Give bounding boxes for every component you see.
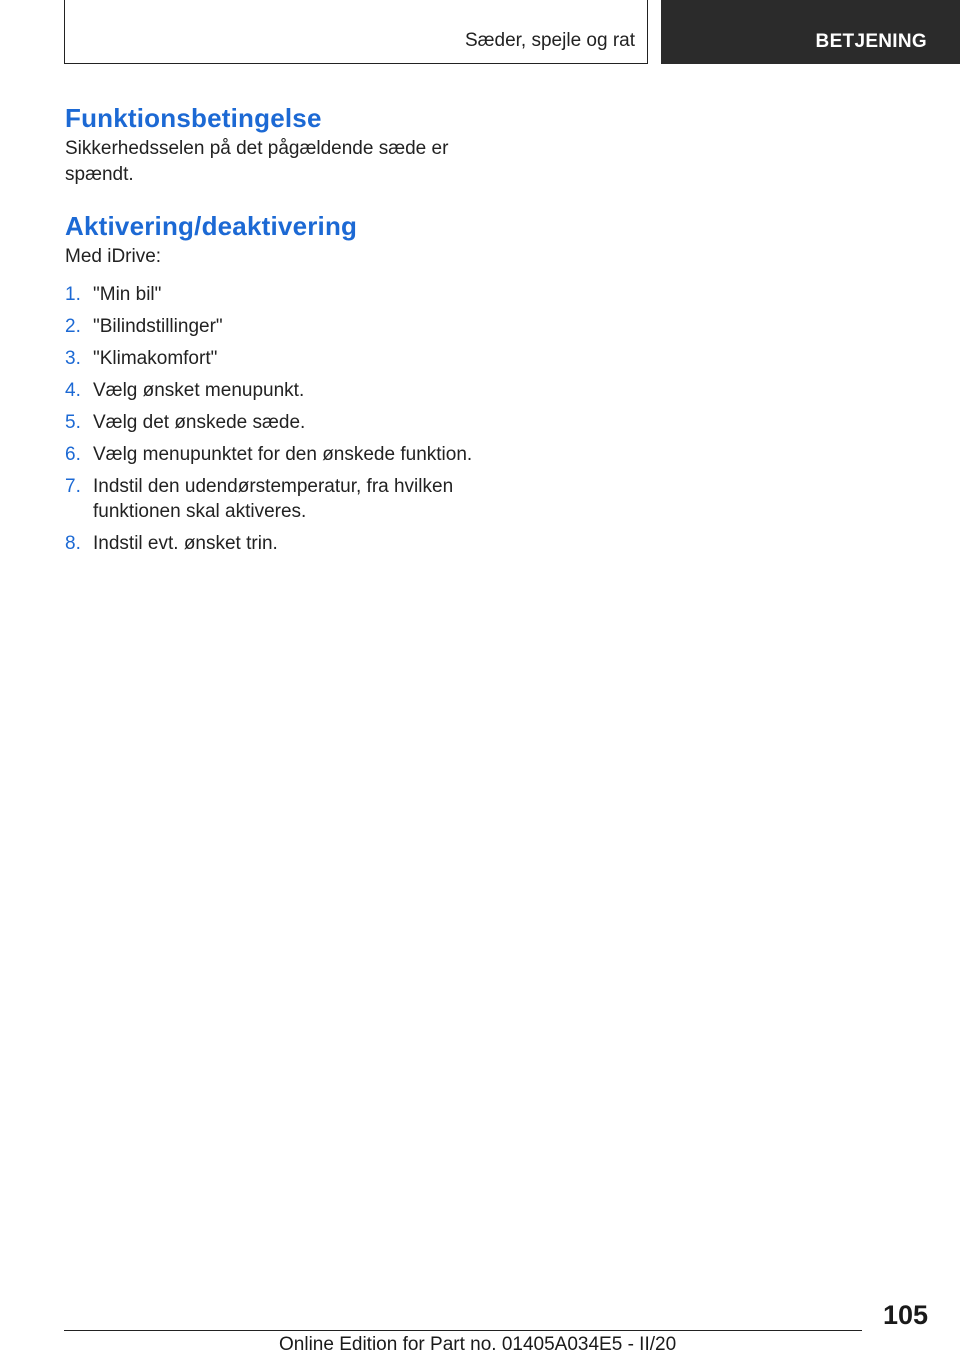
step-text: Vælg menupunktet for den ønskede funktion. [93,444,473,465]
page-number: 105 [882,1300,928,1330]
activation-heading: Aktivering/deaktivering [65,211,358,241]
step-text: Vælg det ønskede sæde. [93,412,306,433]
steps-list [65,282,495,556]
step-number: 7. [65,476,81,497]
list-item [65,282,495,307]
list-item [65,378,495,403]
header-chapter-box [64,0,648,64]
step-text: Indstil evt. ønsket trin. [93,533,278,554]
step-number: 1. [65,284,81,305]
step-number: 6. [65,444,81,465]
step-text: "Klimakomfort" [93,348,218,369]
condition-body: Sikkerhedsselen på det pågældende sæde er spændt. [65,138,449,185]
step-text: Indstil den udendørstemperatur, fra hvilken funktionen skal aktiveres. [93,476,454,522]
step-number: 2. [65,316,81,337]
footer-divider [64,1330,862,1331]
edition-note: Online Edition for Part no. 01405A034E5 - II/20 [279,1334,677,1355]
list-item [65,474,495,524]
step-number: 4. [65,380,81,401]
step-text: "Min bil" [93,284,162,305]
list-item [65,442,495,467]
step-number: 5. [65,412,81,433]
list-item [65,531,495,556]
list-item [65,314,495,339]
list-item [65,410,495,435]
activation-intro: Med iDrive: [65,246,162,267]
step-number: 8. [65,533,81,554]
step-text: "Bilindstillinger" [93,316,223,337]
step-text: Vælg ønsket menupunkt. [93,380,305,401]
section-title: BETJENING [815,31,927,52]
chapter-title: Sæder, spejle og rat [464,30,635,51]
list-item [65,346,495,371]
condition-heading: Funktionsbetingelse [65,103,322,133]
header-section-tab [661,0,960,64]
step-number: 3. [65,348,81,369]
page-content [65,100,495,563]
